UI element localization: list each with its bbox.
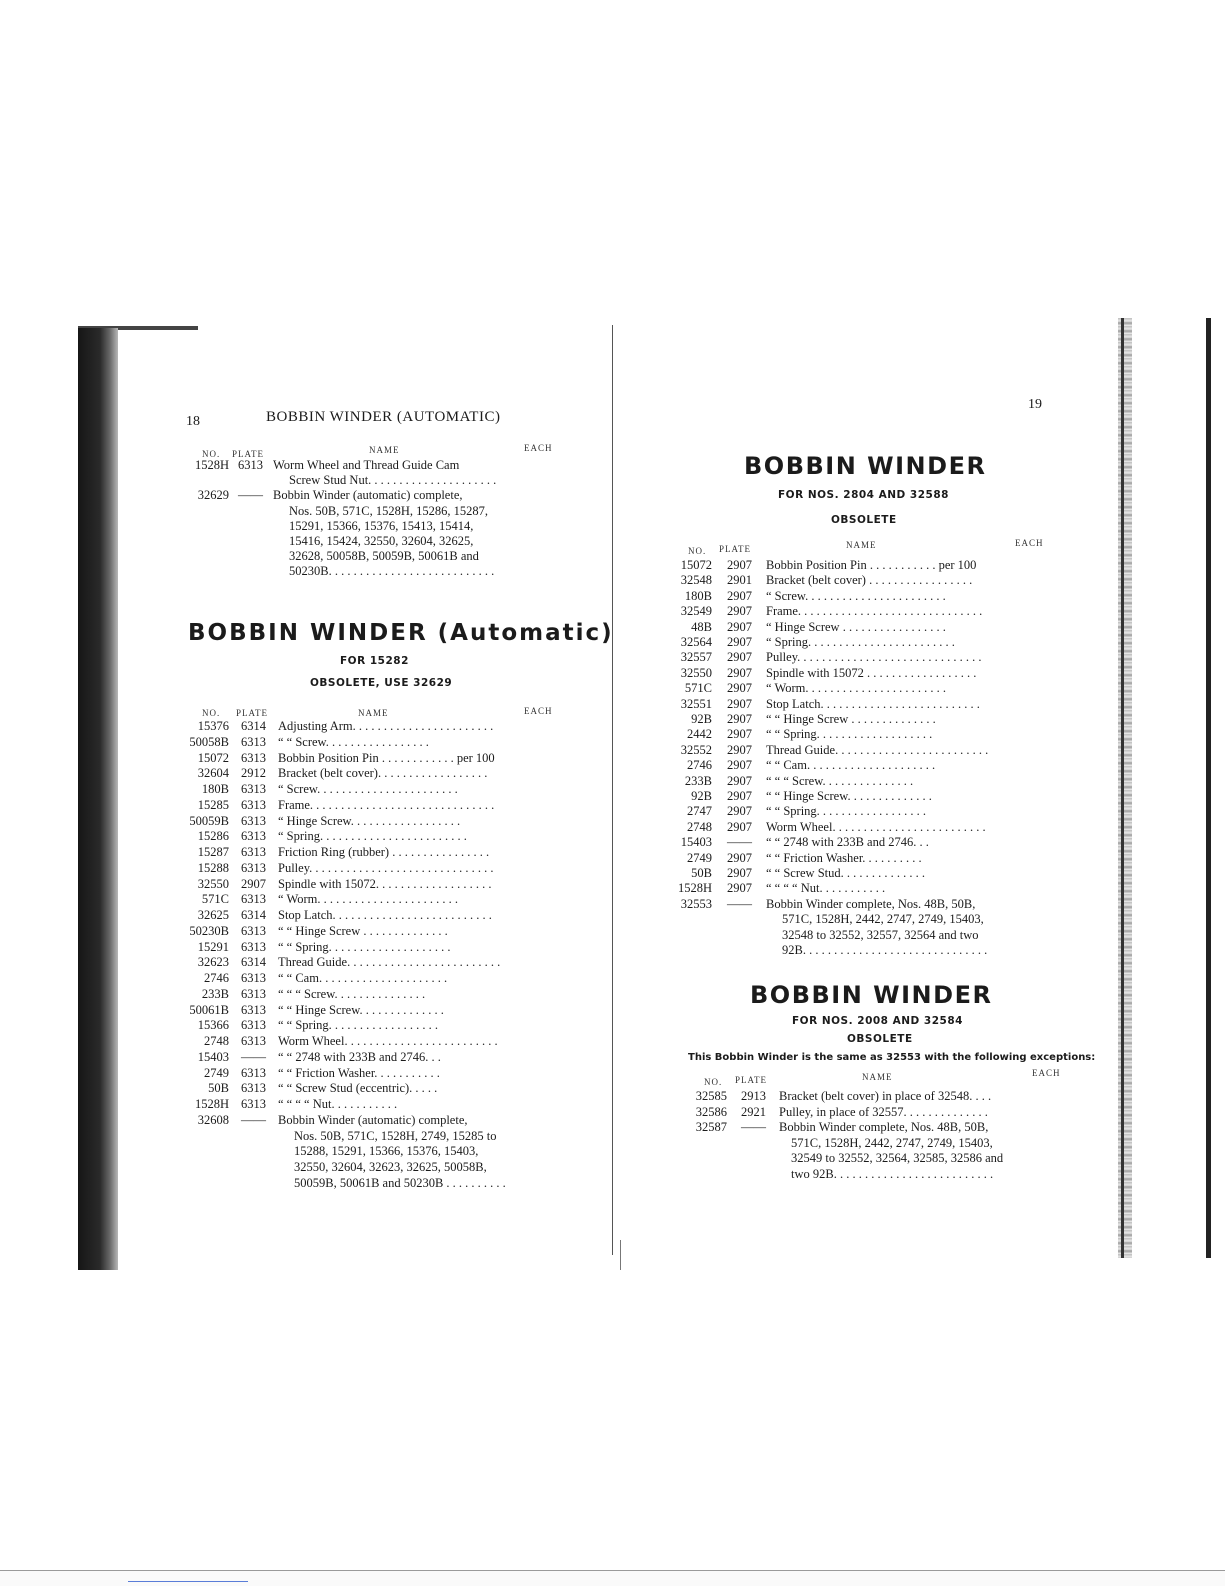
part-name: “ “ Screw Stud (eccentric). . . . . [278,1081,438,1096]
part-number: 15072 [680,558,712,572]
part-name: “ “ “ Screw. . . . . . . . . . . . . . . [278,986,426,1001]
part-number: 15291 [197,939,229,954]
scan-edge-left [78,328,118,1270]
part-number: 1528H [194,1097,229,1111]
part-name: “ “ Spring. . . . . . . . . . . . . . . . . . [278,1018,439,1033]
part-number: 32629 [197,488,229,503]
part-name: “ Hinge Screw. . . . . . . . . . . . . . . . . . [278,813,461,828]
part-number: 32557 [680,650,712,665]
plate-number: 6313 [241,923,266,938]
part-name: 32628, 50058B, 50059B, 50061B and [289,549,479,564]
plate-number: 6314 [241,719,266,733]
part-name: Bobbin Winder complete, Nos. 48B, 50B, [766,896,976,911]
plate-number: —— [741,1120,766,1135]
part-name: “ “ 2748 with 233B and 2746. . . [278,1049,441,1064]
part-number: 32549 [680,604,712,619]
part-name: Bobbin Position Pin . . . . . . . . . . . per 100 [766,558,977,572]
part-name: Bracket (belt cover) in place of 32548. . . . [779,1089,992,1103]
part-name: Stop Latch. . . . . . . . . . . . . . . . . . . . . . . . . . [766,696,980,711]
plate-number: 6313 [241,986,266,1001]
part-number: 32608 [197,1112,229,1127]
plate-number: 2907 [727,619,752,634]
part-number: 15072 [197,750,229,765]
part-number: 32550 [680,665,712,680]
part-name: Worm Wheel. . . . . . . . . . . . . . . . . . . . . . . . . [766,819,986,834]
part-name: “ “ Hinge Screw . . . . . . . . . . . . . . [278,923,448,938]
part-name: Pulley, in place of 32557. . . . . . . . . . . . . . [779,1104,988,1119]
part-number: 32604 [197,766,229,781]
plate-number: —— [241,1112,266,1127]
part-number: 50230B [189,923,229,938]
plate-number: 2907 [727,742,752,757]
plate-number: 2907 [727,866,752,880]
part-name: 571C, 1528H, 2442, 2747, 2749, 15403, [791,1135,993,1150]
plate-number: 2907 [241,876,266,891]
plate-number: 6313 [241,1034,266,1048]
plate-number: 2907 [727,850,752,865]
part-number: 32625 [197,908,229,922]
plate-number: 2907 [727,804,752,819]
part-name: 32548 to 32552, 32557, 32564 and two [782,927,979,942]
part-number: 50B [691,866,712,880]
part-number: 2442 [687,727,712,742]
part-number: 233B [684,773,712,788]
part-name: Nos. 50B, 571C, 1528H, 15286, 15287, [289,503,488,518]
plate-number: 6313 [241,1097,266,1111]
plate-number: 6313 [241,892,266,907]
part-number: 15287 [197,845,229,859]
plate-number: 6313 [241,971,266,985]
col-header-no-4: NO. [704,1077,723,1087]
plate-number: 2921 [741,1104,766,1119]
part-number: 48B [691,619,712,634]
part-number: 1528H [677,881,712,896]
part-number: 15286 [197,829,229,844]
part-number: 92B [691,712,712,726]
plate-number: 6313 [241,1081,266,1096]
plate-number: 6313 [241,1065,266,1080]
part-number: 32553 [680,896,712,911]
part-name: “ Screw. . . . . . . . . . . . . . . . . . . . . . . [278,782,458,796]
plate-number: 2907 [727,881,752,896]
part-name: Friction Ring (rubber) . . . . . . . . . . . . . . . . [278,845,490,859]
part-number: 571C [201,892,229,907]
part-name: Frame. . . . . . . . . . . . . . . . . . . . . . . . . . . . . . [278,797,495,812]
part-name: “ “ “ “ Nut. . . . . . . . . . . [766,881,886,896]
plate-number: 2907 [727,712,752,726]
viewer-bottom-strip [0,1570,1225,1586]
part-name: “ “ 2748 with 233B and 2746. . . [766,835,929,850]
part-name: Screw Stud Nut. . . . . . . . . . . . . . . . . . . . . [289,473,497,488]
part-name: “ Hinge Screw . . . . . . . . . . . . . . . . . [766,619,946,634]
scan-edge-right-line [1121,318,1124,1258]
part-number: 92B [691,789,712,803]
plate-number: —— [727,896,752,911]
part-name: Worm Wheel. . . . . . . . . . . . . . . . . . . . . . . . . [278,1034,498,1048]
left-page-number: 18 [186,414,200,429]
col-header-no: NO. [202,449,221,459]
part-number: 15376 [197,719,229,733]
col-header-plate-4: PLATE [735,1075,767,1085]
part-number: 32564 [680,635,712,649]
left-running-head: BOBBIN WINDER (AUTOMATIC) [266,409,501,425]
plate-number: 6313 [241,829,266,844]
part-name: Adjusting Arm. . . . . . . . . . . . . . . . . . . . . . . [278,719,494,733]
part-number: 50058B [189,734,229,749]
plate-number: 6313 [241,860,266,875]
part-name: “ “ Friction Washer. . . . . . . . . . . [278,1065,440,1080]
plate-number: 2907 [727,635,752,649]
plate-number: 2907 [727,681,752,696]
plate-number: 6313 [241,782,266,796]
part-name: “ “ Hinge Screw. . . . . . . . . . . . . . [766,789,932,803]
part-name: “ Worm. . . . . . . . . . . . . . . . . . . . . . . [278,892,459,907]
part-number: 32548 [680,573,712,588]
part-number: 32550 [197,876,229,891]
part-name: 92B. . . . . . . . . . . . . . . . . . . . . . . . . . . . . . [782,942,988,957]
part-name: 571C, 1528H, 2442, 2747, 2749, 15403, [782,912,984,927]
part-name: “ “ “ “ Nut. . . . . . . . . . . [278,1097,398,1111]
plate-number: —— [238,488,263,503]
part-number: 2748 [204,1034,229,1048]
part-number: 15403 [680,835,712,850]
part-number: 233B [201,986,229,1001]
part-name: Frame. . . . . . . . . . . . . . . . . . . . . . . . . . . . . . [766,604,983,619]
plate-number: 2907 [727,650,752,665]
page-gutter-tail [620,1240,621,1270]
col-header-no-2: NO. [202,708,221,718]
plate-number: 2907 [727,758,752,773]
plate-number: 6313 [241,797,266,812]
part-name: Bobbin Position Pin . . . . . . . . . . . . per 100 [278,750,495,765]
plate-number: 6313 [241,1002,266,1017]
col-header-each-2: EACH [524,706,553,716]
plate-number: 2907 [727,727,752,742]
part-name: 50230B. . . . . . . . . . . . . . . . . . . . . . . . . . . [289,564,495,579]
part-name: 50059B, 50061B and 50230B . . . . . . . . . . [294,1175,506,1190]
plate-number: 6313 [241,734,266,749]
part-name: “ “ Screw Stud. . . . . . . . . . . . . . [766,866,926,880]
part-number: 50061B [189,1002,229,1017]
part-name: “ “ Screw. . . . . . . . . . . . . . . . . [278,734,429,749]
part-name: Spindle with 15072. . . . . . . . . . . . . . . . . . . [278,876,492,891]
part-name: “ Screw. . . . . . . . . . . . . . . . . . . . . . . [766,588,946,603]
part-number: 32585 [695,1089,727,1103]
plate-number: 2912 [241,766,266,781]
plate-number: 2907 [727,773,752,788]
plate-number: 2907 [727,789,752,803]
right-section2-note: This Bobbin Winder is the same as 32553 with the following exceptions: [688,1052,1096,1063]
part-name: “ “ Hinge Screw . . . . . . . . . . . . . . [766,712,936,726]
right-section2-for: FOR NOS. 2008 AND 32584 [792,1015,963,1027]
part-number: 15403 [197,1049,229,1064]
part-number: 2746 [204,971,229,985]
part-number: 50059B [189,813,229,828]
part-number: 50B [208,1081,229,1096]
part-name: Bracket (belt cover). . . . . . . . . . . . . . . . . . [278,766,488,781]
part-name: Spindle with 15072 . . . . . . . . . . . . . . . . . . [766,665,977,680]
part-number: 15285 [197,797,229,812]
col-header-each-4: EACH [1032,1068,1061,1078]
part-name: Thread Guide. . . . . . . . . . . . . . . . . . . . . . . . . [278,955,501,970]
plate-number: 6313 [241,1018,266,1033]
plate-number: 6314 [241,955,266,970]
plate-number: 2907 [727,604,752,619]
plate-number: 2907 [727,588,752,603]
part-name: 32549 to 32552, 32564, 32585, 32586 and [791,1151,1004,1166]
part-name: 32550, 32604, 32623, 32625, 50058B, [294,1160,487,1174]
plate-number: 6313 [241,845,266,859]
part-number: 1528H [194,458,229,472]
part-number: 15366 [197,1018,229,1033]
part-name: 15288, 15291, 15366, 15376, 15403, [294,1144,479,1159]
part-name: Pulley. . . . . . . . . . . . . . . . . . . . . . . . . . . . . . [278,860,494,875]
plate-number: —— [727,835,752,850]
col-header-no-3: NO. [688,546,707,556]
col-header-name-4: NAME [862,1072,893,1082]
plate-number: 6313 [241,813,266,828]
part-name: “ Worm. . . . . . . . . . . . . . . . . . . . . . . [766,681,947,696]
plate-number: 2907 [727,665,752,680]
left-section2-title: BOBBIN WINDER (Automatic) [188,620,614,646]
plate-number: 2907 [727,819,752,834]
part-name: Worm Wheel and Thread Guide Cam [273,458,460,472]
plate-number: 6313 [241,939,266,954]
plate-number: 6313 [238,458,263,472]
part-name: Bracket (belt cover) . . . . . . . . . . . . . . . . . [766,573,973,588]
part-name: Pulley. . . . . . . . . . . . . . . . . . . . . . . . . . . . . . [766,650,982,665]
right-section2-status: OBSOLETE [847,1033,913,1045]
viewer-link-underline [128,1581,248,1582]
part-name: Bobbin Winder (automatic) complete, [278,1112,468,1127]
col-header-plate-2: PLATE [236,708,268,718]
part-number: 32551 [680,696,712,711]
plate-number: 2913 [741,1089,766,1103]
page-gutter [612,325,613,1255]
right-page-number: 19 [1028,397,1042,412]
part-number: 2747 [687,804,712,819]
part-name: Bobbin Winder complete, Nos. 48B, 50B, [779,1120,989,1135]
part-name: “ “ “ Screw. . . . . . . . . . . . . . . [766,773,914,788]
part-number: 180B [684,588,712,603]
part-name: 15416, 15424, 32550, 32604, 32625, [289,534,474,548]
part-name: “ “ Friction Washer. . . . . . . . . . [766,850,922,865]
part-name: Thread Guide. . . . . . . . . . . . . . . . . . . . . . . . . [766,742,989,757]
part-number: 571C [684,681,712,696]
part-name: Stop Latch. . . . . . . . . . . . . . . . . . . . . . . . . . [278,908,492,922]
part-number: 180B [201,782,229,796]
plate-number: 2907 [727,696,752,711]
part-name: Nos. 50B, 571C, 1528H, 2749, 15285 to [294,1128,497,1143]
part-name: 15291, 15366, 15376, 15413, 15414, [289,518,474,533]
part-name: two 92B. . . . . . . . . . . . . . . . . . . . . . . . . . [791,1166,994,1181]
part-number: 2748 [687,819,712,834]
part-name: “ Spring. . . . . . . . . . . . . . . . . . . . . . . . [766,635,955,649]
part-number: 2746 [687,758,712,773]
right-section1-title: BOBBIN WINDER [744,452,987,480]
left-section2-for: FOR 15282 [340,655,409,667]
left-section2-status: OBSOLETE, USE 32629 [310,677,453,689]
part-name: “ “ Cam. . . . . . . . . . . . . . . . . . . . . [278,971,448,985]
scan-edge-right [1206,318,1211,1258]
right-section2-title: BOBBIN WINDER [750,981,993,1009]
part-number: 32623 [197,955,229,970]
part-number: 32586 [695,1104,727,1119]
plate-number: 2901 [727,573,752,588]
part-number: 32552 [680,742,712,757]
part-name: “ “ Hinge Screw. . . . . . . . . . . . . . [278,1002,444,1017]
col-header-plate: PLATE [232,449,264,459]
part-name: “ “ Spring. . . . . . . . . . . . . . . . . . . . [278,939,451,954]
plate-number: —— [241,1049,266,1064]
right-section1-status: OBSOLETE [831,514,897,526]
part-name: “ “ Spring. . . . . . . . . . . . . . . . . . . [766,727,933,742]
part-name: Bobbin Winder (automatic) complete, [273,488,463,503]
col-header-plate-3: PLATE [719,544,751,554]
plate-number: 6313 [241,750,266,765]
col-header-each-3: EACH [1015,538,1044,548]
col-header-each: EACH [524,443,553,453]
right-section1-for: FOR NOS. 2804 AND 32588 [778,489,949,501]
part-name: “ “ Spring. . . . . . . . . . . . . . . . . . [766,804,927,819]
col-header-name-2: NAME [358,708,389,718]
plate-number: 6314 [241,908,266,922]
col-header-name-3: NAME [846,540,877,550]
plate-number: 2907 [727,558,752,572]
part-name: “ “ Cam. . . . . . . . . . . . . . . . . . . . . [766,758,936,773]
part-name: “ Spring. . . . . . . . . . . . . . . . . . . . . . . . [278,829,467,844]
col-header-name: NAME [369,445,400,455]
part-number: 32587 [695,1120,727,1135]
part-number: 2749 [204,1065,229,1080]
part-number: 15288 [197,860,229,875]
part-number: 2749 [687,850,712,865]
